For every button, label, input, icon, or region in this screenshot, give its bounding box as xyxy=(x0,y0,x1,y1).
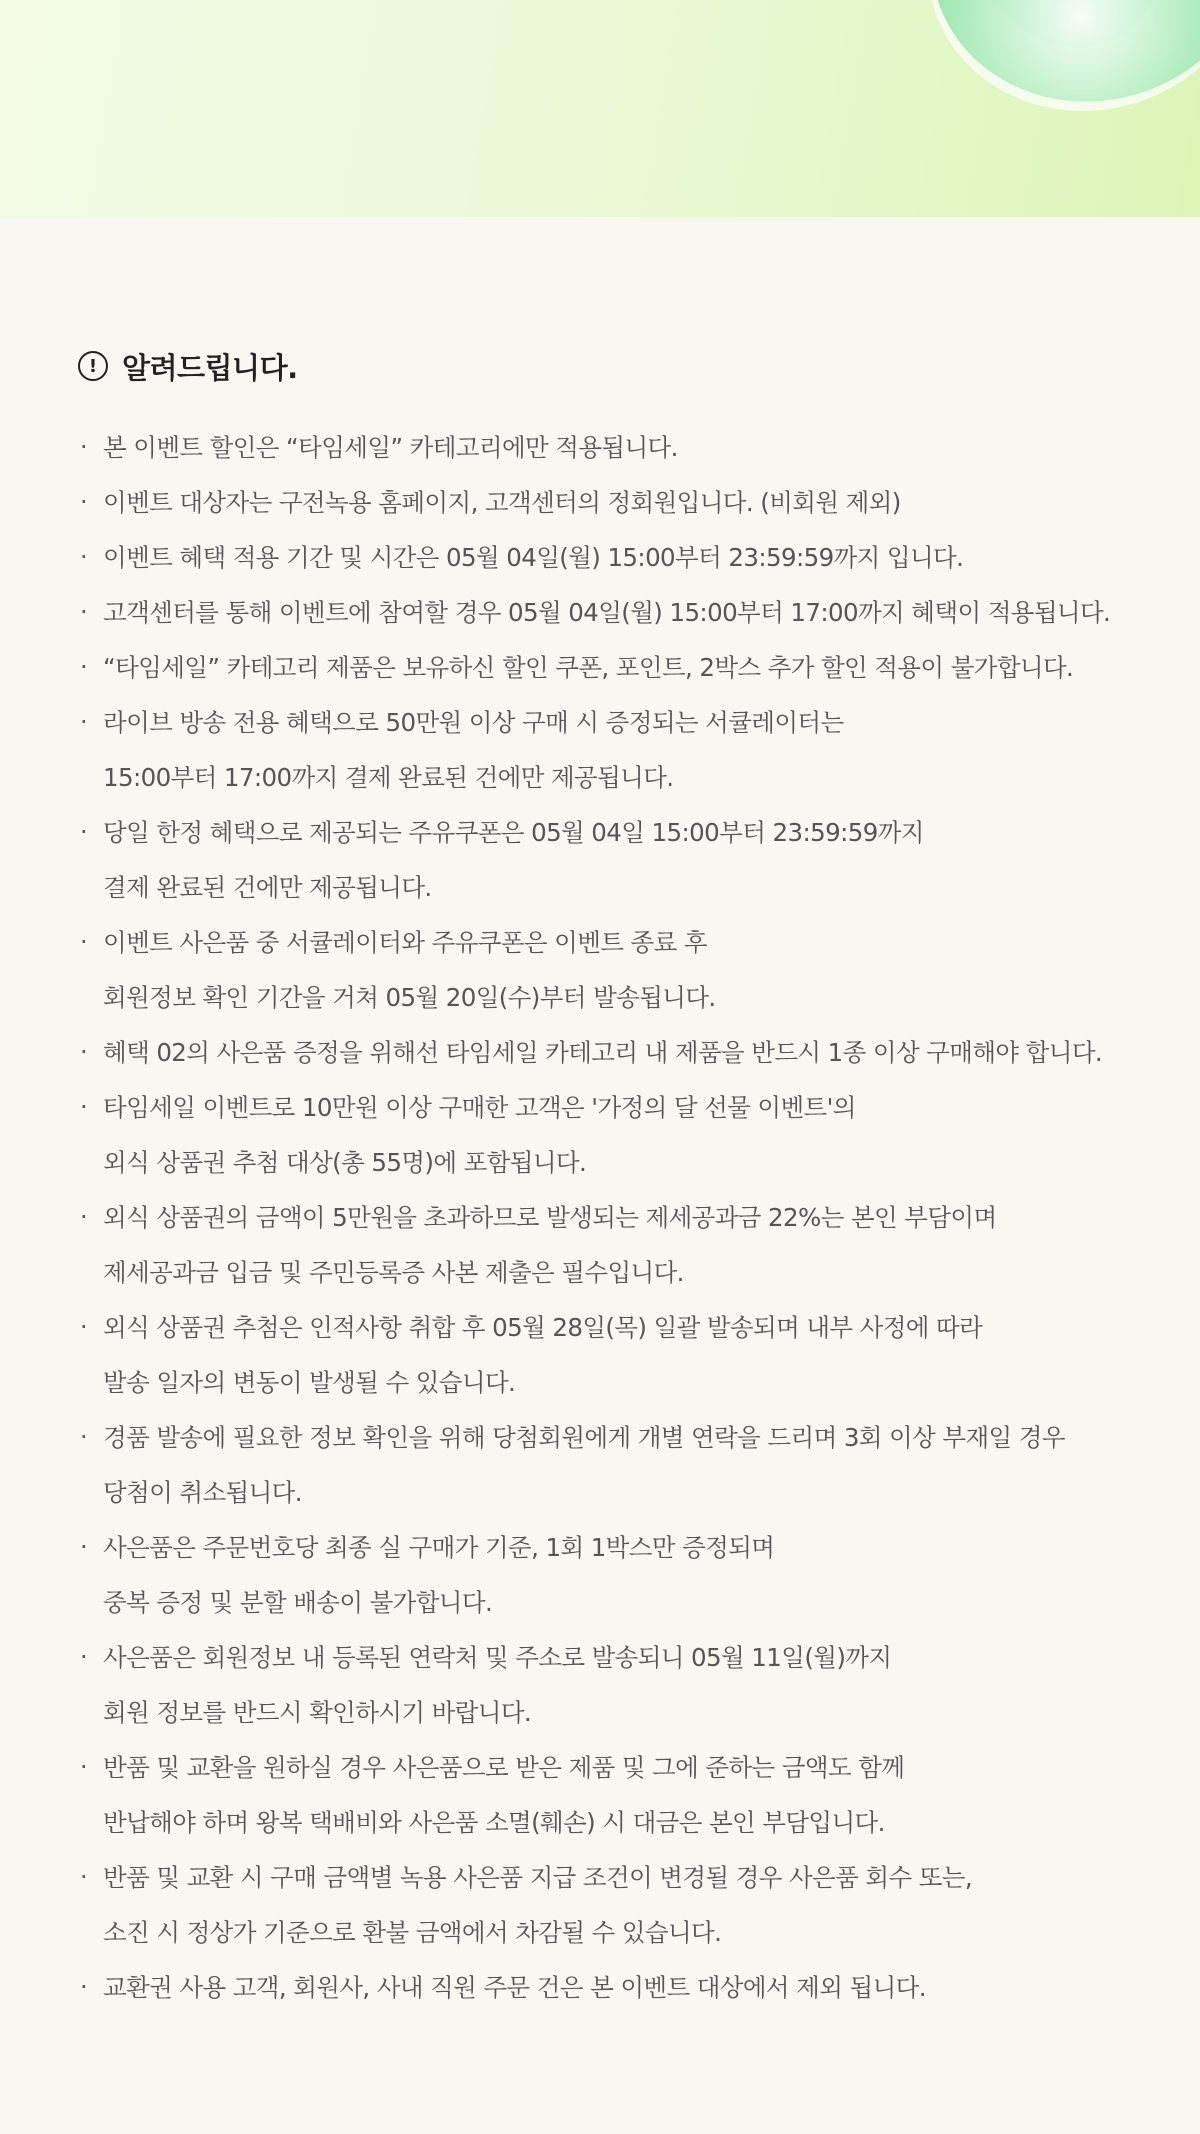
notice-item: · 반품 및 교환 시 구매 금액별 녹용 사은품 지급 조건이 변경될 경우 사은품 회수 또는, 소진 시 정상가 기준으로 환불 금액에서 차감될 수 있습니다. xyxy=(78,1850,1158,1960)
notice-item: · 라이브 방송 전용 혜택으로 50만원 이상 구매 시 증정되는 서큘레이터는 15:00부터 17:00까지 결제 완료된 건에만 제공됩니다. xyxy=(78,695,1158,805)
notice-item: · 본 이벤트 할인은 “타임세일” 카테고리에만 적용됩니다. xyxy=(78,420,1158,475)
banner-glass-shape xyxy=(892,0,1200,144)
notice-section xyxy=(78,346,1158,2015)
notice-item: · 타임세일 이벤트로 10만원 이상 구매한 고객은 '가정의 달 선물 이벤트'의 외식 상품권 추첨 대상(총 55명)에 포함됩니다. xyxy=(78,1080,1158,1190)
notice-header xyxy=(78,346,1158,386)
top-banner xyxy=(0,0,1200,217)
notice-item: · 당일 한정 혜택으로 제공되는 주유쿠폰은 05월 04일 15:00부터 23:59:59까지 결제 완료된 건에만 제공됩니다. xyxy=(78,805,1158,915)
notice-item: · 외식 상품권의 금액이 5만원을 초과하므로 발생되는 제세공과금 22%는 본인 부담이며 제세공과금 입금 및 주민등록증 사본 제출은 필수입니다. xyxy=(78,1190,1158,1300)
notice-item: · 혜택 02의 사은품 증정을 위해선 타임세일 카테고리 내 제품을 반드시 1종 이상 구매해야 합니다. xyxy=(78,1025,1158,1080)
notice-item: · 이벤트 혜택 적용 기간 및 시간은 05월 04일(월) 15:00부터 23:59:59까지 입니다. xyxy=(78,530,1158,585)
notice-item: · 반품 및 교환을 원하실 경우 사은품으로 받은 제품 및 그에 준하는 금액도 함께 반납해야 하며 왕복 택배비와 사은품 소멸(훼손) 시 대금은 본인 부담입니다. xyxy=(78,1740,1158,1850)
notice-item: · 경품 발송에 필요한 정보 확인을 위해 당첨회원에게 개별 연락을 드리며 3회 이상 부재일 경우 당첨이 취소됩니다. xyxy=(78,1410,1158,1520)
notice-item: · 이벤트 사은품 중 서큘레이터와 주유쿠폰은 이벤트 종료 후 회원정보 확인 기간을 거쳐 05월 20일(수)부터 발송됩니다. xyxy=(78,915,1158,1025)
notice-item: · 교환권 사용 고객, 회원사, 사내 직원 주문 건은 본 이벤트 대상에서 제외 됩니다. xyxy=(78,1960,1158,2015)
notice-item: · 고객센터를 통해 이벤트에 참여할 경우 05월 04일(월) 15:00부터 17:00까지 혜택이 적용됩니다. xyxy=(78,585,1158,640)
notice-item: · “타임세일” 카테고리 제품은 보유하신 할인 쿠폰, 포인트, 2박스 추가 할인 적용이 불가합니다. xyxy=(78,640,1158,695)
notice-item: · 외식 상품권 추첨은 인적사항 취합 후 05월 28일(목) 일괄 발송되며 내부 사정에 따라 발송 일자의 변동이 발생될 수 있습니다. xyxy=(78,1300,1158,1410)
notice-item: · 사은품은 회원정보 내 등록된 연락처 및 주소로 발송되니 05월 11일(월)까지 회원 정보를 반드시 확인하시기 바랍니다. xyxy=(78,1630,1158,1740)
notice-title: 알려드립니다. xyxy=(122,350,298,385)
notice-list xyxy=(78,420,1158,2015)
exclamation-circle-icon: ! xyxy=(78,351,108,381)
notice-item: · 사은품은 주문번호당 최종 실 구매가 기준, 1회 1박스만 증정되며 중복 증정 및 분할 배송이 불가합니다. xyxy=(78,1520,1158,1630)
notice-item: · 이벤트 대상자는 구전녹용 홈페이지, 고객센터의 정회원입니다. (비회원 제외) xyxy=(78,475,1158,530)
